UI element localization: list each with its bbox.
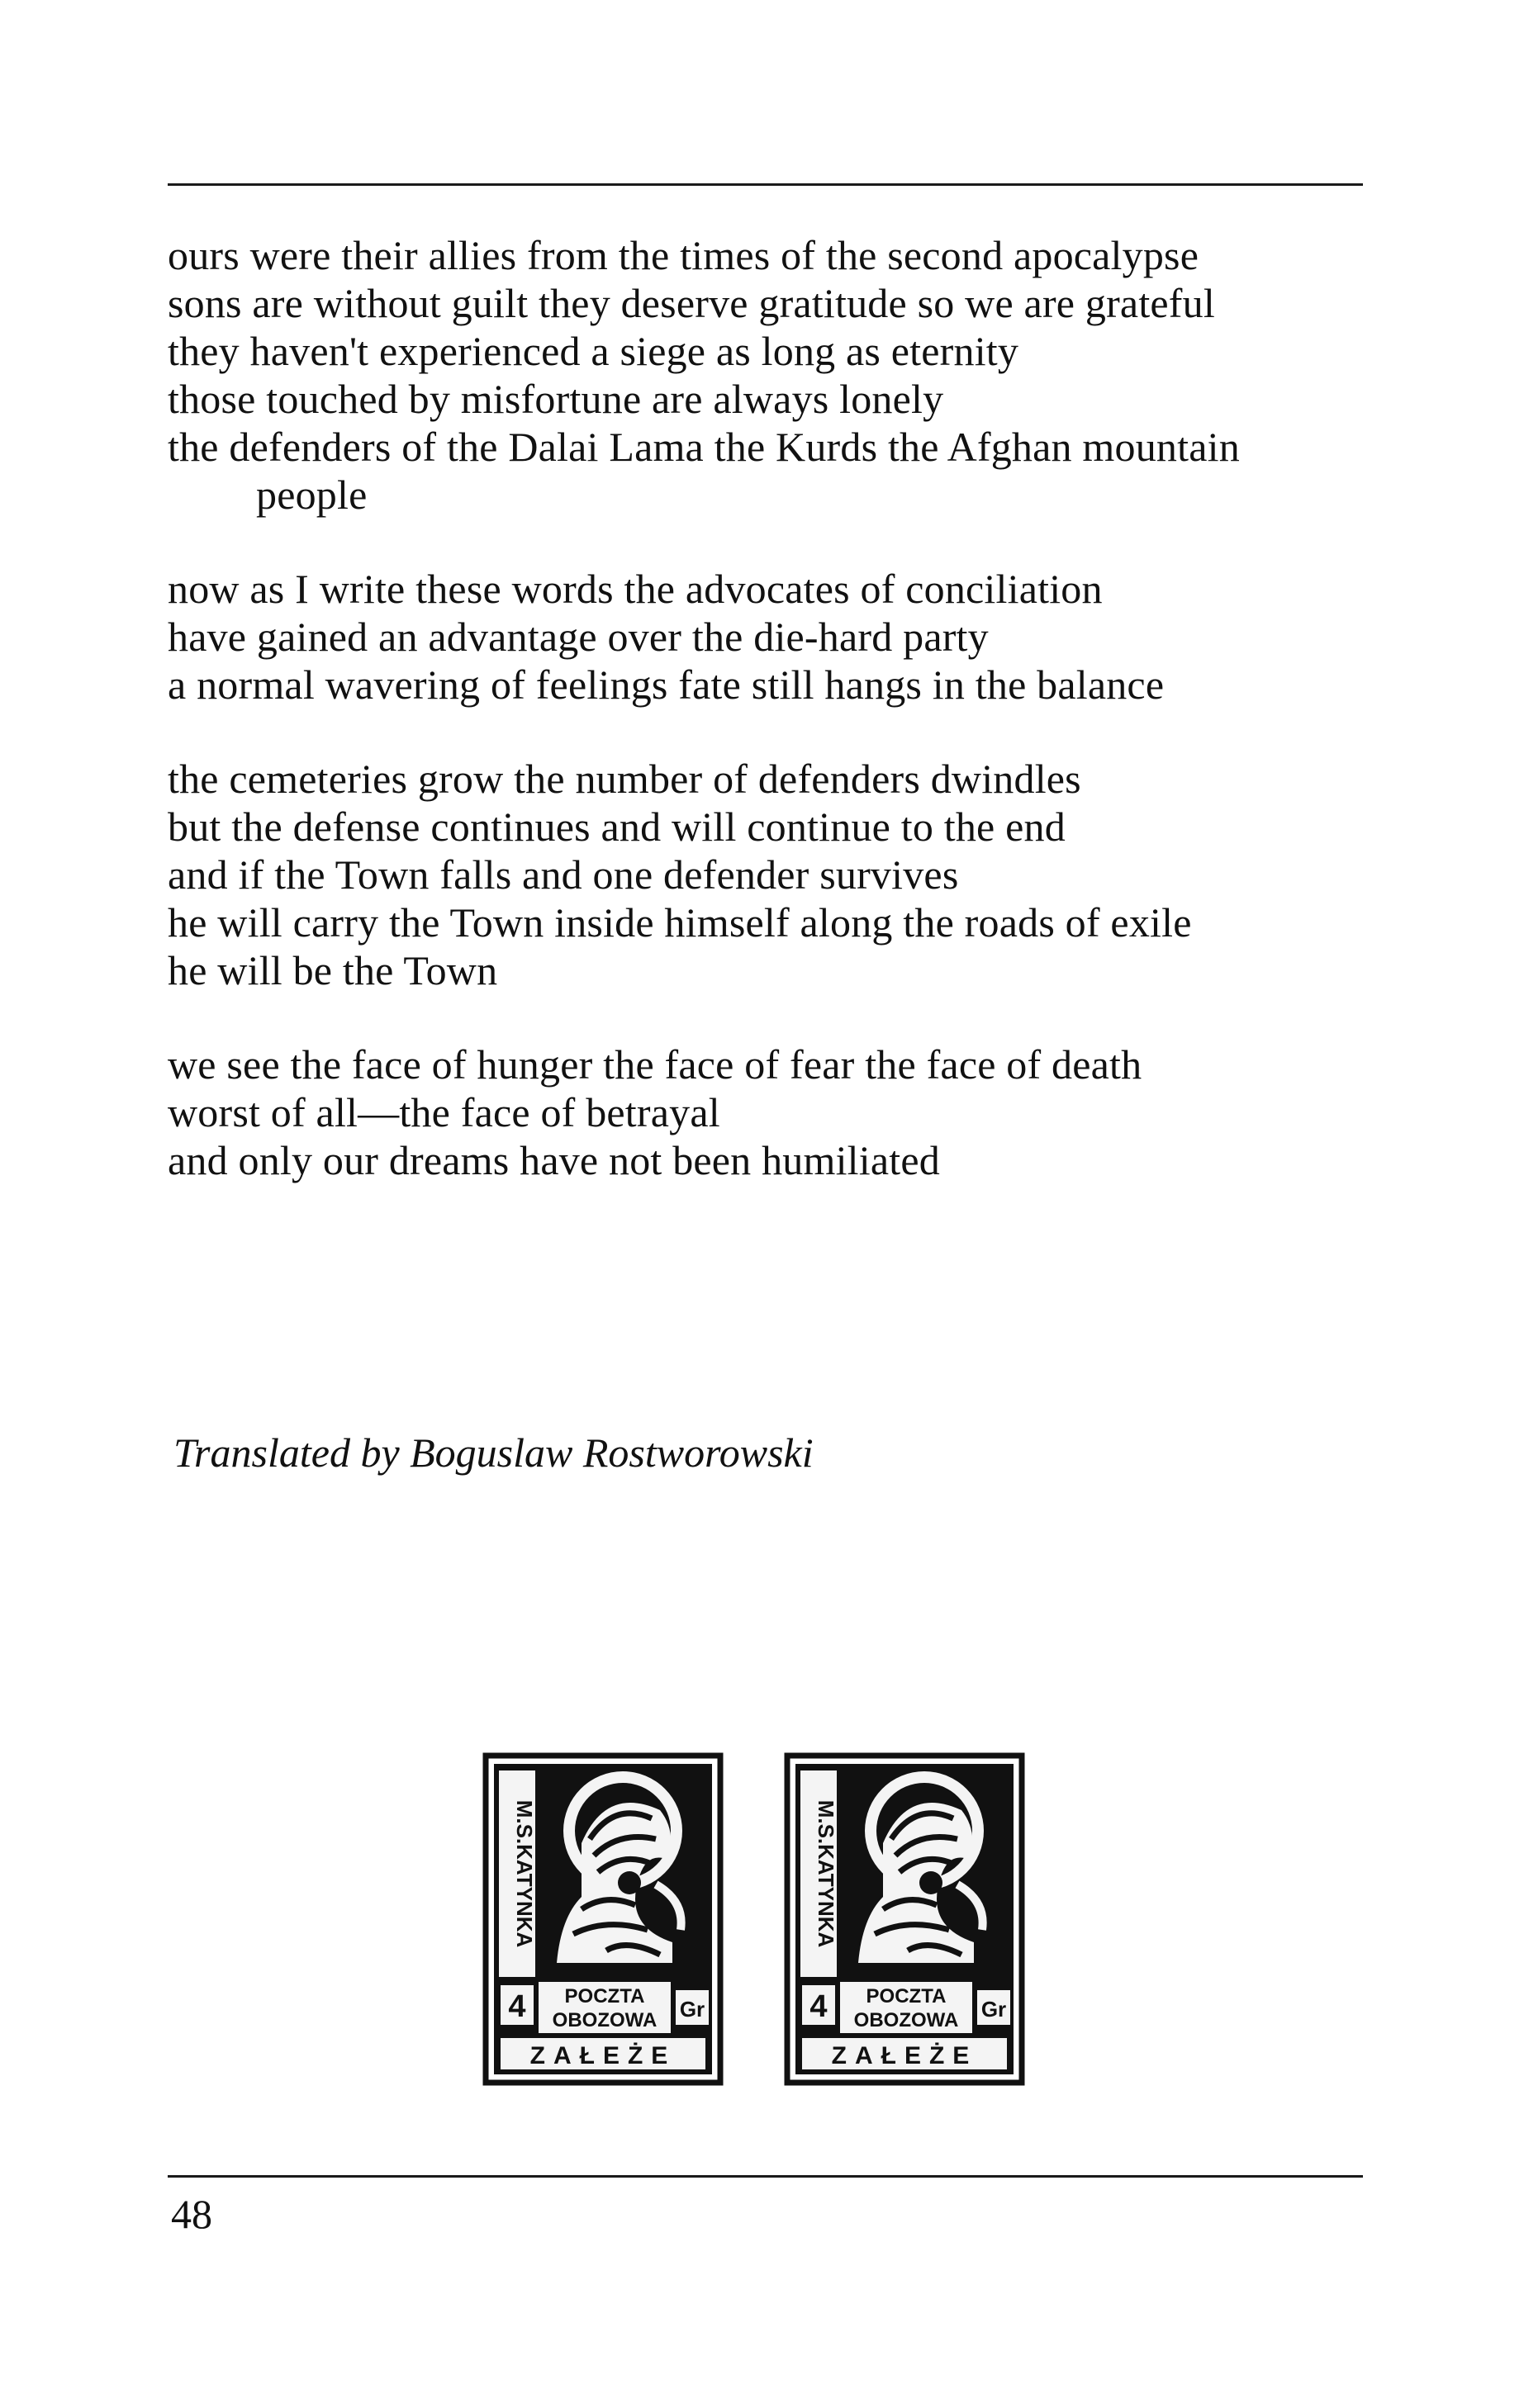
poem-line: the cemeteries grow the number of defenders dwindles (168, 756, 1081, 802)
poem-line-continuation: people (256, 472, 368, 518)
stanza-4 (168, 1040, 1365, 1184)
stamp-bottom-text: ZAŁEŻE (529, 2042, 677, 2069)
poem-line: he will be the Town (168, 947, 498, 993)
stamp-line-2: OBOZOWA (552, 2009, 658, 2031)
top-rule (168, 183, 1363, 186)
camp-post-stamp-2 (784, 1752, 1025, 2086)
stamp-side-text: M.S.KATYNKA (512, 1799, 537, 1948)
stamp-illustrations (482, 1752, 1019, 2089)
poem-line: we see the face of hunger the face of fear the face of death (168, 1041, 1142, 1088)
poem-body (168, 231, 1365, 1230)
poem-line: the defenders of the Dalai Lama the Kurds the Afghan mountain (168, 424, 1240, 470)
stamp-currency: Gr (679, 1997, 705, 2022)
stamp-currency: Gr (980, 1997, 1007, 2022)
translator-credit: Translated by Boguslaw Rostworowski (173, 1429, 814, 1476)
bottom-rule (168, 2175, 1363, 2178)
stamp-line-1: POCZTA (564, 1985, 645, 2007)
poem-line: and if the Town falls and one defender survives (168, 851, 959, 898)
camp-post-stamp-1 (482, 1752, 724, 2086)
poem-line: those touched by misfortune are always lonely (168, 376, 944, 422)
poem-line: ours were their allies from the times of the second apocalypse (168, 232, 1199, 278)
poem-line: and only our dreams have not been humiliated (168, 1137, 940, 1183)
stamp-line-2: OBOZOWA (853, 2009, 959, 2031)
poem-line: he will carry the Town inside himself along the roads of exile (168, 899, 1192, 946)
poem-line: sons are without guilt they deserve gratitude so we are grateful (168, 280, 1215, 326)
stanza-3 (168, 755, 1365, 994)
stamp-line-1: POCZTA (866, 1985, 947, 2007)
poem-line: but the defense continues and will continue to the end (168, 803, 1066, 850)
stamp-value: 4 (809, 1989, 828, 2024)
stanza-1 (168, 231, 1365, 519)
poem-line: a normal wavering of feelings fate still hangs in the balance (168, 661, 1165, 708)
poem-line: now as I write these words the advocates of conciliation (168, 566, 1103, 612)
page-number: 48 (171, 2191, 212, 2237)
stanza-2 (168, 565, 1365, 709)
poem-line: have gained an advantage over the die-hard party (168, 614, 989, 660)
stamp-value: 4 (508, 1989, 526, 2024)
stamp-side-text: M.S.KATYNKA (814, 1799, 838, 1948)
poem-line: worst of all—the face of betrayal (168, 1089, 720, 1135)
stamp-bottom-text: ZAŁEŻE (831, 2042, 978, 2069)
poem-line: they haven't experienced a siege as long as eternity (168, 328, 1019, 374)
